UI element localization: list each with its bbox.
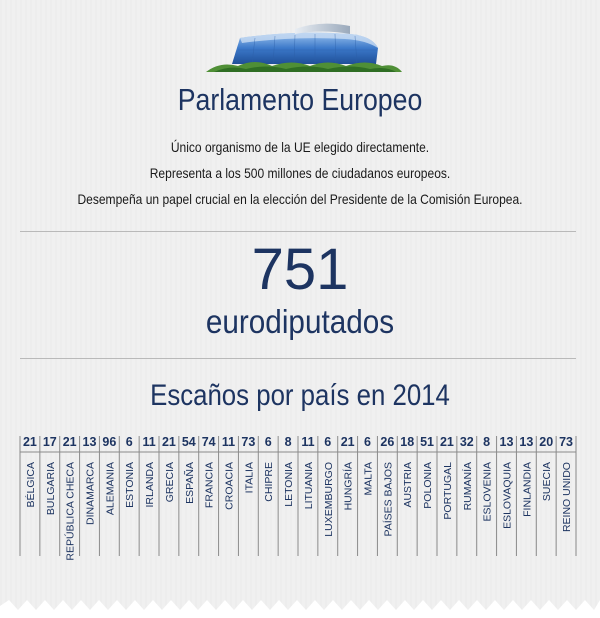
country-label: REPÚBLICA CHECA (64, 462, 77, 561)
country-label: LITUANIA (302, 462, 315, 510)
seat-value: 13 (519, 435, 534, 449)
description-line-2: Representa a los 500 millones de ciudadanos europeos. (149, 165, 451, 181)
country-label: FINLANDIA (521, 462, 534, 517)
seat-value: 6 (264, 435, 272, 449)
seat-value: 21 (439, 435, 454, 449)
seat-value: 13 (82, 435, 97, 449)
member-count: 751 (251, 237, 349, 302)
seat-value: 8 (483, 435, 491, 449)
torn-bottom-edge (0, 596, 600, 618)
seat-value: 96 (102, 435, 117, 449)
member-count-label: eurodiputados (205, 303, 395, 340)
seat-value: 21 (161, 435, 176, 449)
country-label: BULGARIA (44, 462, 57, 516)
seat-value: 20 (539, 435, 554, 449)
country-label: GRECIA (163, 462, 176, 503)
seat-value: 13 (499, 435, 514, 449)
country-label: IRLANDA (144, 462, 157, 508)
seat-value: 11 (301, 435, 315, 449)
seat-value: 21 (62, 435, 77, 449)
country-label: LETONIA (283, 462, 296, 507)
seat-value: 26 (380, 435, 395, 449)
seat-value: 11 (142, 435, 156, 449)
seat-value: 21 (22, 435, 37, 449)
country-label: RUMANÍA (461, 462, 474, 511)
seat-value: 8 (284, 435, 292, 449)
seat-value: 74 (201, 435, 216, 449)
country-label: HUNGRÍA (342, 462, 355, 511)
seat-value: 73 (241, 435, 256, 449)
seat-value: 32 (459, 435, 474, 449)
country-label: BÉLGICA (24, 462, 37, 508)
seat-value: 18 (400, 435, 415, 449)
country-label: PORTUGAL (441, 462, 454, 520)
page-title: Parlamento Europeo (177, 82, 423, 117)
country-label: MALTA (362, 462, 375, 496)
seats-chart-title: Escaños por país en 2014 (150, 379, 450, 412)
seat-value: 51 (420, 435, 435, 449)
seat-value: 6 (324, 435, 332, 449)
seat-value: 17 (42, 435, 57, 449)
country-label: FRANCIA (203, 462, 216, 509)
country-label: AUSTRIA (402, 462, 415, 508)
country-label: REINO UNIDO (561, 462, 574, 533)
country-label: POLONIA (422, 462, 435, 509)
country-label: ESTONIA (124, 462, 137, 508)
country-label: ITALIA (243, 462, 256, 494)
country-label: PAÍSES BAJOS (382, 462, 395, 537)
country-label: LUXEMBURGO (322, 462, 335, 537)
seat-value: 6 (125, 435, 133, 449)
country-label: ESPAÑA (183, 462, 196, 504)
seat-value: 11 (221, 435, 236, 449)
seat-value: 21 (340, 435, 355, 449)
country-label: SUECIA (541, 462, 554, 502)
country-label: ESLOVAQUIA (501, 462, 514, 529)
country-label: CHIPRE (263, 462, 276, 502)
country-label: ALEMANIA (104, 462, 117, 516)
country-label: DINAMARCA (84, 462, 97, 526)
country-label: ESLOVENIA (481, 461, 494, 522)
description-line-3: Desempeña un papel crucial en la elección del Presidente de la Comisión Europea. (77, 191, 523, 207)
description-line-1: Único organismo de la UE elegido directamente. (170, 139, 430, 155)
seat-value: 6 (364, 435, 371, 449)
country-label: CROACIA (223, 462, 236, 510)
seat-value: 54 (181, 435, 196, 449)
seat-value: 73 (559, 435, 574, 449)
